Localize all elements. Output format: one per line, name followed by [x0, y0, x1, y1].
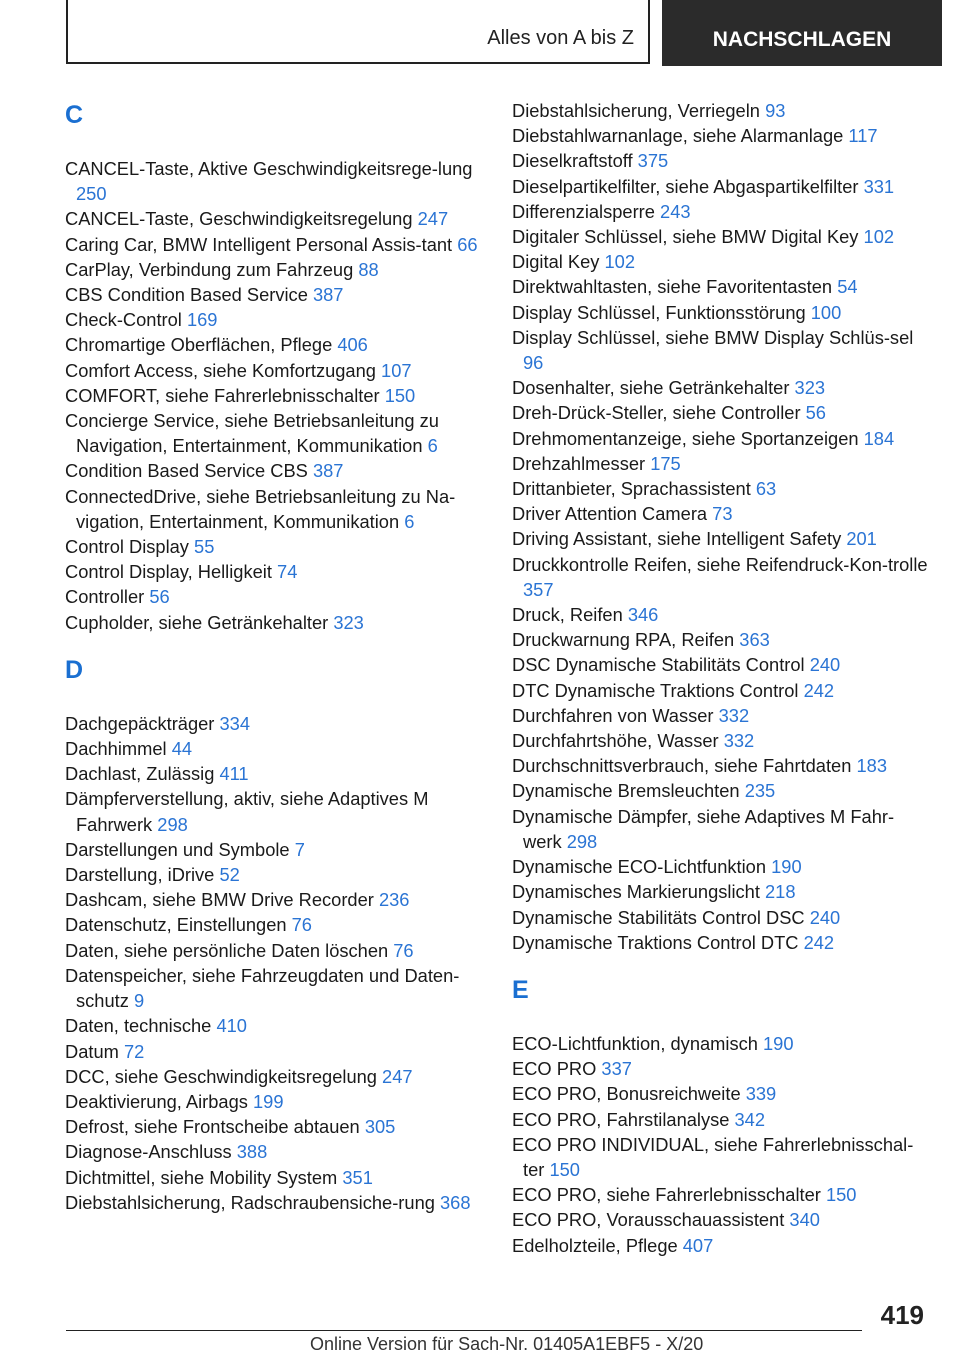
index-entry-text: Chromartige Oberflächen, Pflege	[65, 334, 333, 356]
index-entry-text: Driving Assistant, siehe Intelligent Safety	[512, 528, 842, 550]
index-entry-page-link[interactable]: 357	[523, 578, 554, 600]
index-entry	[512, 804, 932, 854]
index-entry	[512, 678, 932, 703]
index-entry-text: Dämpferverstellung, aktiv, siehe Adaptives M Fahrwerk	[65, 788, 429, 835]
index-entry-page-link[interactable]: 175	[650, 452, 681, 474]
index-entry-page-link[interactable]: 96	[523, 352, 544, 374]
index-entry-text: ECO-Lichtfunktion, dynamisch	[512, 1032, 758, 1054]
index-entry	[512, 274, 932, 299]
index-entry-text: Dosenhalter, siehe Getränkehalter	[512, 377, 790, 399]
index-entry	[512, 1233, 932, 1258]
index-entry	[65, 559, 485, 584]
index-entry	[65, 1114, 485, 1139]
index-entry-page-link[interactable]: 346	[627, 604, 659, 626]
index-letter-heading: E	[512, 975, 529, 1004]
index-entry	[65, 332, 485, 357]
index-entry-page-link[interactable]: 73	[712, 503, 733, 525]
index-entry-text: Darstellung, iDrive	[65, 864, 215, 886]
index-entry	[512, 123, 932, 148]
index-entry-text: Digital Key	[512, 251, 600, 273]
index-entry-text: Check-Control	[65, 309, 182, 331]
index-entry-text: Datenspeicher, siehe Fahrzeugdaten und Daten-schutz	[65, 964, 460, 1012]
index-entry-page-link[interactable]: 52	[219, 864, 240, 886]
index-entry	[65, 837, 485, 862]
index-entry-page-link[interactable]: 44	[171, 738, 193, 760]
index-entry	[512, 602, 932, 627]
index-entry	[512, 148, 932, 173]
index-entry-text: Datum	[65, 1040, 119, 1062]
index-entry-text: DSC Dynamische Stabilitäts Control	[512, 654, 805, 676]
index-entry-page-link[interactable]: 201	[846, 528, 877, 550]
index-entry-text: Deaktivierung, Airbags	[65, 1090, 248, 1112]
index-entry-text: Druckkontrolle Reifen, siehe Reifendruck-Kon-trolle	[512, 553, 928, 575]
index-entry-page-link[interactable]: 242	[803, 679, 835, 701]
index-entry-page-link[interactable]: 150	[825, 1184, 857, 1206]
index-entry-text: Dynamische Bremsleuchten	[512, 780, 740, 802]
index-entry	[65, 761, 485, 786]
index-entry-text: Durchschnittsverbrauch, siehe Fahrtdaten	[512, 755, 852, 777]
index-entry	[512, 476, 932, 501]
index-entry	[65, 1190, 485, 1215]
index-entry-page-link[interactable]: 190	[771, 856, 802, 878]
index-entry-text: DTC Dynamische Traktions Control	[512, 679, 799, 701]
index-entry	[65, 1039, 485, 1064]
header-chapter-label: NACHSCHLAGEN	[712, 28, 892, 51]
index-entry-page-link[interactable]: 63	[755, 478, 777, 500]
index-entry-text: Dachhimmel	[65, 738, 167, 760]
index-entry-page-link[interactable]: 406	[337, 334, 368, 356]
index-entry-page-link[interactable]: 55	[194, 536, 215, 558]
index-column-right	[512, 98, 932, 1258]
index-entry-text: COMFORT, siehe Fahrerlebnisschalter	[65, 384, 380, 406]
index-entry-page-link[interactable]: 88	[358, 258, 379, 280]
index-entry-page-link[interactable]: 102	[863, 226, 895, 248]
index-entry-page-link[interactable]: 183	[856, 755, 887, 777]
index-entry	[65, 358, 485, 383]
index-entry-text: Diebstahlsicherung, Verriegeln	[512, 100, 760, 121]
index-entry-text: Control Display, Helligkeit	[65, 561, 272, 583]
index-entry	[512, 854, 932, 879]
index-entry-text: Diebstahlsicherung, Radschraubensiche-rung	[65, 1191, 435, 1213]
index-entry-text: Druck, Reifen	[512, 604, 623, 626]
index-entry	[512, 224, 932, 249]
index-column-left	[65, 98, 485, 1215]
index-entry	[65, 862, 485, 887]
index-entry-page-link[interactable]: 74	[277, 561, 298, 583]
index-entry	[512, 879, 932, 904]
index-entry	[512, 199, 932, 224]
index-entry-page-link[interactable]: 56	[149, 586, 170, 608]
index-entry	[65, 282, 485, 307]
index-entry	[512, 930, 932, 955]
index-entry-text: Dichtmittel, siehe Mobility System	[65, 1166, 338, 1188]
index-entry-text: Condition Based Service CBS	[65, 460, 308, 482]
index-entry-page-link[interactable]: 150	[549, 1158, 580, 1180]
index-entry	[65, 711, 485, 736]
index-entry-text: Drittanbieter, Sprachassistent	[512, 478, 751, 500]
index-entry-page-link[interactable]: 190	[762, 1032, 794, 1054]
index-entry	[512, 501, 932, 526]
index-entry-text: CANCEL-Taste, Geschwindigkeitsregelung	[65, 208, 413, 230]
index-entry-text: Daten, siehe persönliche Daten löschen	[65, 939, 389, 961]
index-entry	[65, 1165, 485, 1190]
index-entry-page-link[interactable]: 305	[364, 1116, 396, 1138]
index-entry-text: Druckwarnung RPA, Reifen	[512, 629, 735, 651]
index-entry-page-link[interactable]: 199	[253, 1090, 284, 1112]
index-entry-page-link[interactable]: 7	[294, 838, 305, 860]
index-entry-page-link[interactable]: 407	[682, 1234, 714, 1256]
index-letter-heading: C	[65, 101, 84, 129]
index-entry-page-link[interactable]: 242	[803, 931, 835, 953]
index-entry-text: Control Display	[65, 536, 189, 558]
index-entry-page-link[interactable]: 342	[734, 1108, 766, 1130]
index-entry-text: Dynamische Traktions Control DTC	[512, 931, 799, 953]
index-entry-page-link[interactable]: 331	[863, 175, 895, 197]
index-entry	[65, 484, 485, 534]
index-entry-text: ECO PRO INDIVIDUAL, siehe Fahrerlebnisschal-ter	[512, 1133, 914, 1180]
footer-online-version: Online Version für Sach-Nr. 01405A1EBF5 - X/20	[310, 1334, 704, 1354]
index-entry-text: Comfort Access, siehe Komfortzugang	[65, 359, 376, 381]
index-entry-text: Darstellungen und Symbole	[65, 838, 290, 860]
index-entry	[512, 552, 932, 602]
index-entry-page-link[interactable]: 243	[660, 200, 691, 222]
index-entry-text: Durchfahren von Wasser	[512, 704, 714, 726]
index-entry	[512, 174, 932, 199]
index-entry-page-link[interactable]: 363	[739, 629, 770, 651]
index-entry	[512, 98, 932, 123]
index-entry-page-link[interactable]: 66	[457, 233, 478, 255]
index-entry-page-link[interactable]: 340	[789, 1209, 820, 1231]
index-letter-heading: D	[65, 655, 84, 684]
index-entry	[65, 1089, 485, 1114]
index-entry	[512, 627, 932, 652]
index-entry-text: CarPlay, Verbindung zum Fahrzeug	[65, 258, 354, 280]
index-entry-text: Display Schlüssel, Funktionsstörung	[512, 301, 806, 323]
index-entry	[512, 526, 932, 551]
index-entry	[512, 1207, 932, 1232]
index-entry	[65, 307, 485, 332]
index-entry-page-link[interactable]: 351	[342, 1166, 373, 1188]
index-entry-text: Dieselpartikelfilter, siehe Abgaspartikelfilter	[512, 175, 859, 197]
index-entry-page-link[interactable]: 332	[723, 730, 755, 752]
index-entry-page-link[interactable]: 240	[809, 654, 841, 676]
index-entry-page-link[interactable]: 56	[805, 402, 826, 424]
index-entry-text: Defrost, siehe Frontscheibe abtauen	[65, 1116, 360, 1138]
index-entry-text: Concierge Service, siehe Betriebsanleitung zu Navigation, Entertainment, Kommunikation	[65, 410, 439, 457]
index-entry-page-link[interactable]: 388	[236, 1141, 268, 1163]
index-entry-page-link[interactable]: 323	[794, 377, 826, 399]
index-entry	[512, 1107, 932, 1132]
index-entry-page-link[interactable]: 236	[378, 889, 410, 911]
index-entry-text: ECO PRO, Bonusreichweite	[512, 1083, 741, 1105]
index-entry-page-link[interactable]: 150	[384, 384, 416, 406]
index-entry	[512, 1081, 932, 1106]
index-entry	[512, 325, 932, 375]
index-entry-page-link[interactable]: 411	[219, 763, 249, 785]
index-entry-page-link[interactable]: 323	[333, 611, 364, 633]
index-entry	[512, 451, 932, 476]
index-entry	[65, 383, 485, 408]
index-entry	[512, 1056, 932, 1081]
index-entry-text: Diagnose-Anschluss	[65, 1141, 232, 1163]
index-entry-page-link[interactable]: 100	[810, 301, 842, 323]
index-entry-text: Daten, technische	[65, 1015, 212, 1037]
index-entry-page-link[interactable]: 375	[637, 150, 669, 172]
index-entry-text: DCC, siehe Geschwindigkeitsregelung	[65, 1065, 377, 1087]
index-entry	[65, 534, 485, 559]
index-entry-page-link[interactable]: 250	[76, 183, 107, 205]
page-header	[0, 0, 960, 66]
index-entry	[65, 1064, 485, 1089]
index-entry-text: Display Schlüssel, siehe BMW Display Schlüs-sel	[512, 326, 914, 348]
index-entry-page-link[interactable]: 93	[765, 100, 786, 121]
index-entry-text: ConnectedDrive, siehe Betriebsanleitung zu Na-vigation, Entertainment, Kommunikation	[65, 485, 456, 532]
index-entry-text: Caring Car, BMW Intelligent Personal Assis-tant	[65, 233, 453, 255]
index-entry-page-link[interactable]: 6	[427, 435, 438, 457]
index-entry-page-link[interactable]: 72	[123, 1040, 145, 1062]
index-entry-page-link[interactable]: 107	[381, 359, 412, 381]
index-entry	[65, 232, 485, 257]
index-entry-text: Driver Attention Camera	[512, 503, 708, 525]
index-entry	[512, 400, 932, 425]
index-entry-page-link[interactable]: 169	[186, 309, 218, 331]
index-entry	[65, 1013, 485, 1038]
index-entry-page-link[interactable]: 337	[601, 1058, 632, 1080]
index-entry	[65, 938, 485, 963]
index-entry-text: Dashcam, siehe BMW Drive Recorder	[65, 889, 374, 911]
index-entry-page-link[interactable]: 368	[440, 1191, 471, 1213]
index-entry	[65, 206, 485, 231]
index-entry-page-link[interactable]: 102	[604, 251, 635, 273]
index-entry-text: Cupholder, siehe Getränkehalter	[65, 611, 329, 633]
index-entry	[512, 652, 932, 677]
index-entry	[512, 1031, 932, 1056]
index-entry-page-link[interactable]: 247	[382, 1065, 413, 1087]
index-entry-page-link[interactable]: 387	[312, 284, 344, 306]
index-entry-page-link[interactable]: 6	[404, 510, 415, 532]
index-entry-text: Dachlast, Zulässig	[65, 763, 215, 785]
index-entry-page-link[interactable]: 339	[745, 1083, 777, 1105]
index-entry-text: Dachgepäckträger	[65, 712, 215, 734]
index-entry-page-link[interactable]: 54	[837, 276, 858, 298]
index-entry	[65, 610, 485, 635]
index-entry-page-link[interactable]: 334	[219, 712, 250, 734]
index-entry	[65, 584, 485, 609]
index-entry	[65, 786, 485, 836]
index-entry-page-link[interactable]: 332	[718, 704, 750, 726]
index-entry	[65, 912, 485, 937]
index-entry-text: Differenzialsperre	[512, 200, 655, 222]
index-entry-text: CBS Condition Based Service	[65, 284, 308, 306]
index-entry-page-link[interactable]: 117	[848, 125, 878, 147]
index-entry	[65, 887, 485, 912]
index-entry-page-link[interactable]: 298	[157, 813, 188, 835]
index-entry-page-link[interactable]: 184	[863, 427, 895, 449]
index-entry-text: Controller	[65, 586, 145, 608]
index-entry-text: Datenschutz, Einstellungen	[65, 914, 287, 936]
index-entry	[65, 1139, 485, 1164]
index-entry-page-link[interactable]: 387	[312, 460, 344, 482]
index-entry-text: Dynamisches Markierungslicht	[512, 881, 760, 903]
index-entry-text: Diebstahlwarnanlage, siehe Alarmanlage	[512, 125, 844, 147]
index-entry-page-link[interactable]: 410	[216, 1015, 247, 1037]
index-entry-page-link[interactable]: 218	[765, 881, 796, 903]
index-entry	[65, 963, 485, 1013]
index-entry-page-link[interactable]: 240	[809, 906, 841, 928]
index-entry-text: Digitaler Schlüssel, siehe BMW Digital Key	[512, 226, 859, 248]
index-entry-text: Dreh-Drück-Steller, siehe Controller	[512, 402, 801, 424]
index-entry-text: Dynamische ECO-Lichtfunktion	[512, 856, 767, 878]
index-entry-text: Edelholzteile, Pflege	[512, 1234, 678, 1256]
index-entry-text: ECO PRO, Vorausschauassistent	[512, 1209, 785, 1231]
header-chapter-tab	[662, 0, 942, 66]
index-entry-text: ECO PRO, Fahrstilanalyse	[512, 1108, 730, 1130]
index-entry-text: Drehmomentanzeige, siehe Sportanzeigen	[512, 427, 859, 449]
index-entry	[512, 703, 932, 728]
index-entry-text: CANCEL-Taste, Aktive Geschwindigkeitsrege-lung	[65, 158, 473, 179]
header-section-title: Alles von A bis Z	[487, 27, 634, 49]
index-entry-text: Direktwahltasten, siehe Favoritentasten	[512, 276, 833, 298]
index-entry-text: Durchfahrtshöhe, Wasser	[512, 730, 719, 752]
index-entry	[65, 156, 485, 206]
index-entry	[65, 257, 485, 282]
index-entry-text: Dieselkraftstoff	[512, 150, 633, 172]
index-entry-page-link[interactable]: 298	[566, 830, 598, 852]
index-entry-page-link[interactable]: 9	[133, 990, 145, 1012]
index-entry-page-link[interactable]: 247	[417, 208, 449, 230]
index-entry-text: ECO PRO	[512, 1058, 597, 1080]
index-entry-page-link[interactable]: 76	[393, 939, 414, 961]
index-entry	[512, 375, 932, 400]
index-entry-text: Dynamische Stabilitäts Control DSC	[512, 906, 805, 928]
header-section-box	[66, 0, 650, 64]
index-entry-text: Dynamische Dämpfer, siehe Adaptives M Fahr-werk	[512, 805, 895, 852]
index-entry	[512, 728, 932, 753]
index-entry	[512, 249, 932, 274]
index-entry	[65, 736, 485, 761]
index-entry	[512, 1182, 932, 1207]
footer-divider	[66, 1330, 862, 1331]
index-entry	[65, 458, 485, 483]
index-entry	[512, 778, 932, 803]
index-entry	[512, 300, 932, 325]
index-entry-page-link[interactable]: 76	[291, 914, 312, 936]
index-entry	[65, 408, 485, 458]
index-entry	[512, 426, 932, 451]
index-entry-text: ECO PRO, siehe Fahrerlebnisschalter	[512, 1184, 821, 1206]
index-entry	[512, 753, 932, 778]
page-number: 419	[880, 1300, 924, 1330]
index-entry	[512, 1132, 932, 1182]
index-entry-page-link[interactable]: 235	[744, 780, 776, 802]
index-entry	[512, 905, 932, 930]
index-entry-text: Drehzahlmesser	[512, 452, 646, 474]
